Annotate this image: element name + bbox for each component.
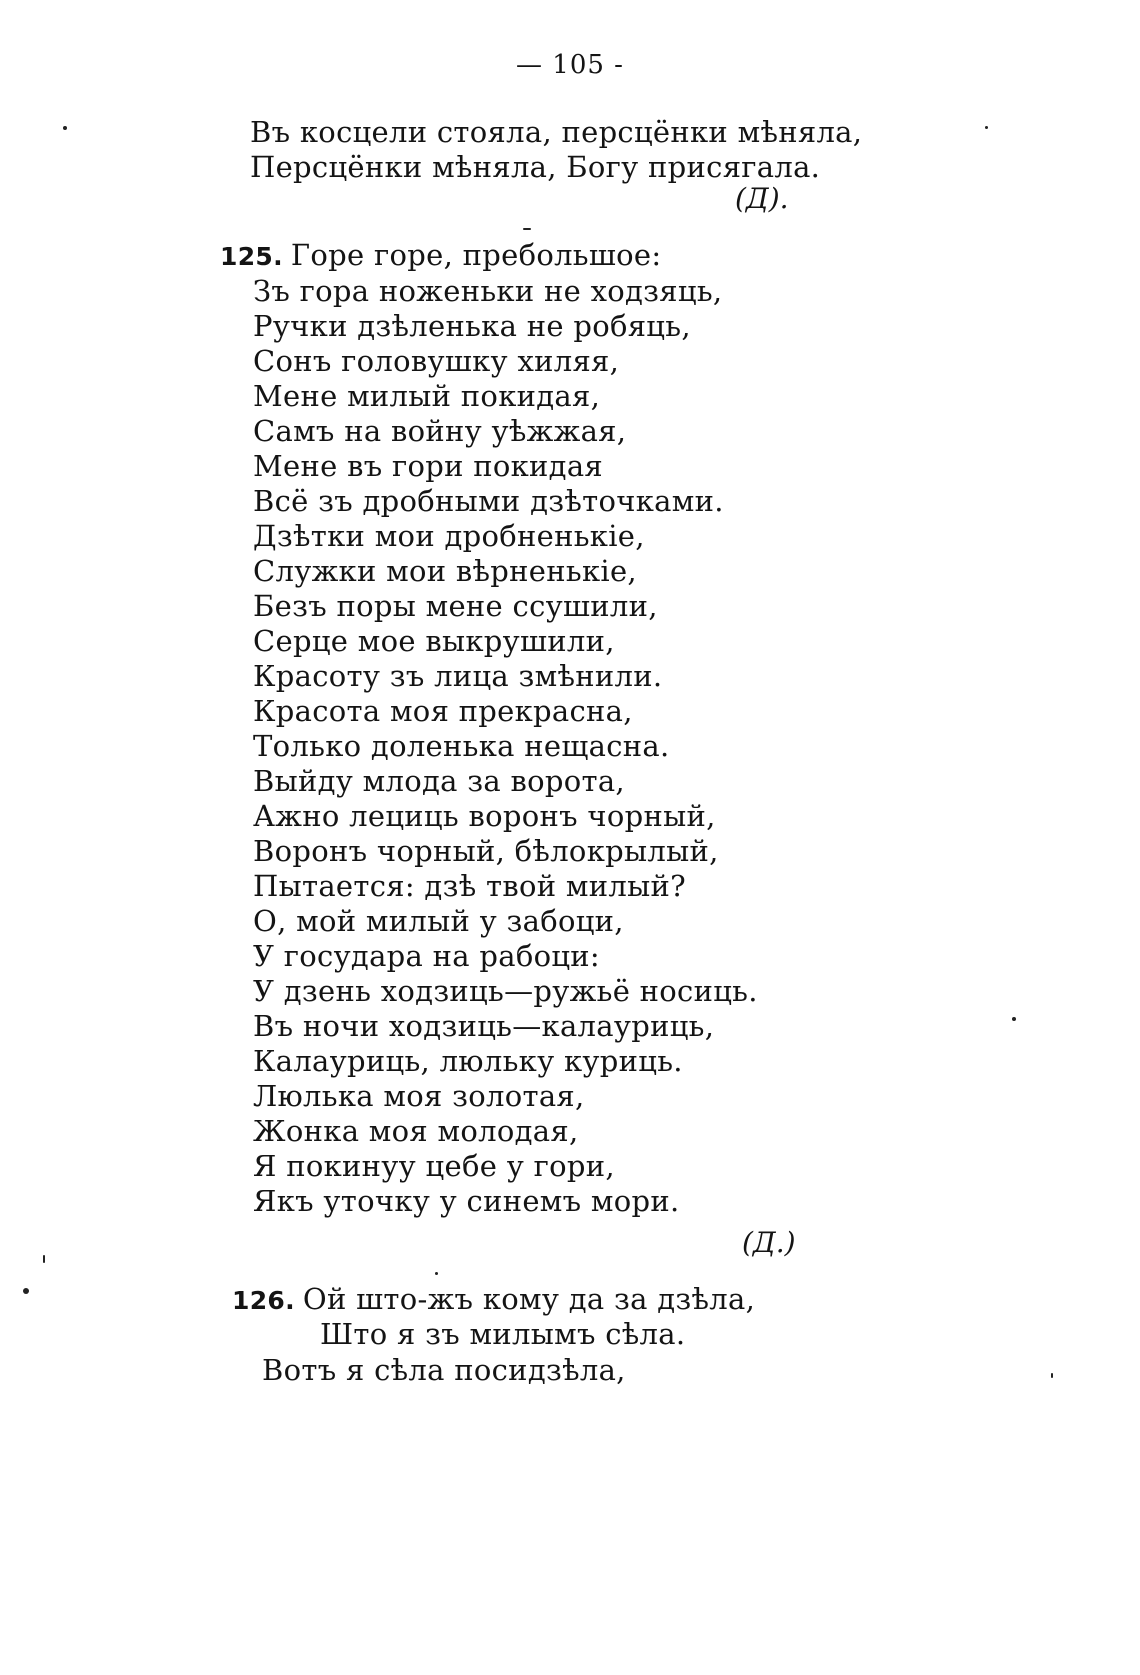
verse-line: Персцёнки мѣняла, Богу присягала. [250, 150, 821, 184]
source-mark: (Д.) [742, 1226, 796, 1259]
verse-line: Всё зъ дробными дзѣточками. [253, 484, 724, 518]
verse-line: Што я зъ милымъ сѣла. [320, 1317, 686, 1351]
scan-speck [63, 126, 67, 130]
verse-line: О, мой милый у забоци, [253, 904, 624, 938]
verse-line: Пытается: дзѣ твой милый? [253, 869, 686, 903]
verse-line: Сонъ головушку хиляя, [253, 344, 620, 378]
verse-line: Безъ поры мене ссушили, [253, 589, 658, 623]
poem-number: 126. [232, 1286, 295, 1315]
verse-line: У государа на рабоци: [253, 939, 601, 973]
poem-126-first-line [232, 1282, 755, 1318]
verse-line: Зъ гора ноженьки не ходзяць, [253, 274, 723, 308]
scan-speck [23, 1288, 29, 1294]
verse-line: Я покинуу цебе у гори, [253, 1149, 615, 1183]
verse-line: Ой што-жъ кому да за дзѣла, [302, 1282, 756, 1316]
verse-line: Жонка моя молодая, [253, 1114, 579, 1148]
scan-speck [1012, 1017, 1016, 1021]
verse-line: Горе горе, пребольшое: [290, 238, 662, 272]
verse-line: Ручки дзѣленька не робяць, [253, 309, 691, 343]
verse-line: Только доленька нещасна. [253, 729, 670, 763]
verse-line: Красота моя прекрасна, [253, 694, 633, 728]
scan-speck [523, 228, 531, 230]
scan-speck [985, 126, 988, 129]
verse-line: Ажно лециць воронъ чорный, [253, 799, 716, 833]
poem-125-first-line [220, 238, 661, 274]
verse-line: Воронъ чорный, бѣлокрылый, [253, 834, 719, 868]
verse-line: Калауриць, люльку куриць. [253, 1044, 683, 1078]
verse-line: Въ косцели стояла, персцёнки мѣняла, [250, 115, 863, 149]
verse-line: Въ ночи ходзиць—калауриць, [253, 1009, 715, 1043]
source-mark: (Д). [735, 182, 789, 215]
page-number: — 105 - [516, 50, 624, 80]
scan-speck [43, 1255, 45, 1263]
verse-line: Якъ уточку у синемъ мори. [253, 1184, 680, 1218]
verse-line: Люлька моя золотая, [253, 1079, 585, 1113]
verse-line: Самъ на войну уѣжжая, [253, 414, 627, 448]
verse-line: Серце мое выкрушили, [253, 624, 615, 658]
scan-speck [1051, 1373, 1053, 1378]
verse-line: Мене милый покидая, [253, 379, 601, 413]
verse-line: Мене въ гори покидая [253, 449, 604, 483]
verse-line: Выйду млода за ворота, [253, 764, 625, 798]
verse-line: Служки мои вѣрненькiе, [253, 554, 637, 588]
poem-number: 125. [220, 242, 283, 271]
verse-line: Дзѣтки мои дробненькiе, [253, 519, 645, 553]
verse-line: У дзень ходзиць—ружьё носиць. [253, 974, 758, 1008]
verse-line: Красоту зъ лица змѣнили. [253, 659, 663, 693]
scan-speck [435, 1272, 438, 1275]
verse-line: Вотъ я сѣла посидзѣла, [262, 1353, 626, 1387]
